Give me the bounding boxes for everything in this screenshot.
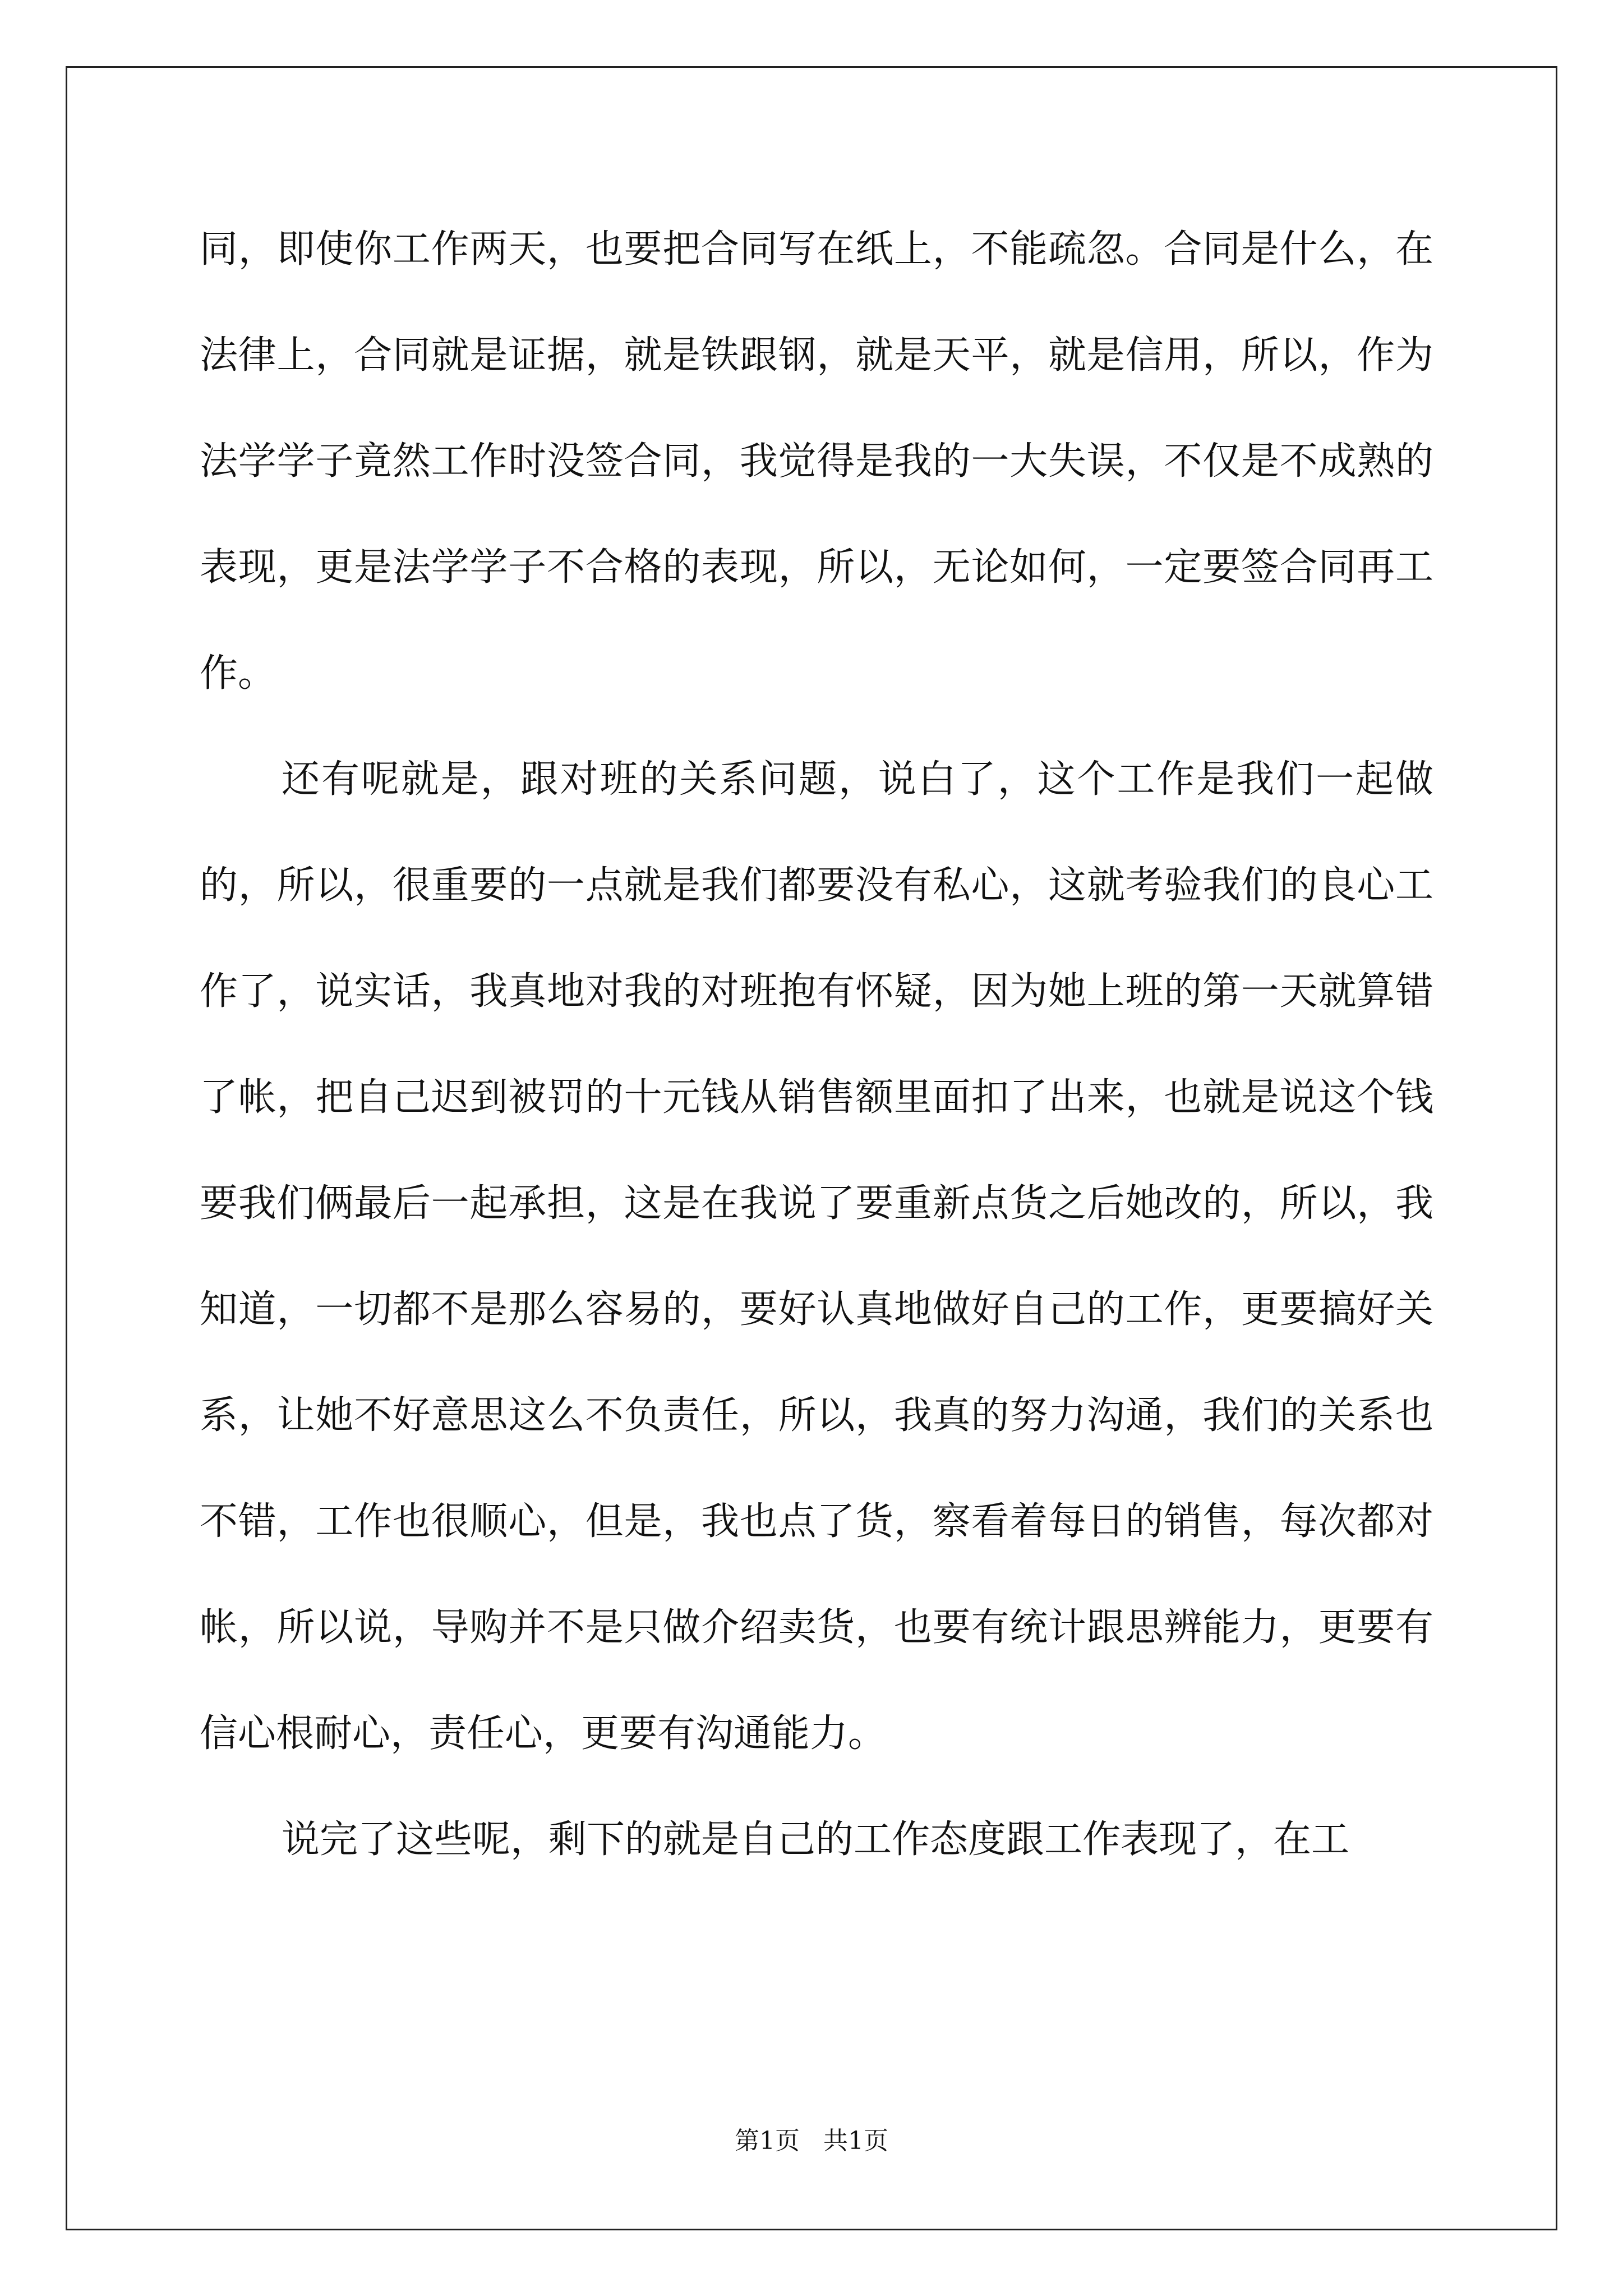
page-number: 第1页: [735, 2127, 800, 2155]
paragraph-3: 说完了这些呢，剩下的就是自己的工作态度跟工作表现了，在工: [282, 1818, 1350, 1862]
document-body: [200, 196, 1433, 1893]
paragraph-1: 同，即使你工作两天，也要把合同写在纸上，不能疏忽。合同是什么，在法律上，合同就是证据，就是铁跟钢，就是天平，就是信用，所以，作为法学学子竟然工作时没签合同，我觉得是我的一大失误，不仅是不成熟的表现，更是法学学子不合格的表现，所以，无论如何，一定要签合同再工作。: [200, 227, 1433, 696]
paragraph-2: 还有呢就是，跟对班的关系问题，说白了，这个工作是我们一起做的，所以，很重要的一点就是我们都要没有私心，这就考验我们的良心工作了，说实话，我真地对我的对班抱有怀疑，因为她上班的第一天就算错了帐，把自己迟到被罚的十元钱从销售额里面扣了出来，也就是说这个钱要我们俩最后一起承担，这是在我说了要重新点货之后她改的，所以，我知道，一切都不是那么容易的，要好认真地做好自己的工作，更要搞好关系，让她不好意思这么不负责任，所以，我真的努力沟通，我们的关系也不错，工作也很顺心，但是，我也点了货，察看着每日的销售，每次都对帐，所以说，导购并不是只做介绍卖货，也要有统计跟思辨能力，更要有信心根耐心，责任心，更要有沟通能力。: [200, 757, 1433, 1756]
page-total: 共1页: [823, 2127, 888, 2155]
page-footer: [0, 2120, 1623, 2156]
